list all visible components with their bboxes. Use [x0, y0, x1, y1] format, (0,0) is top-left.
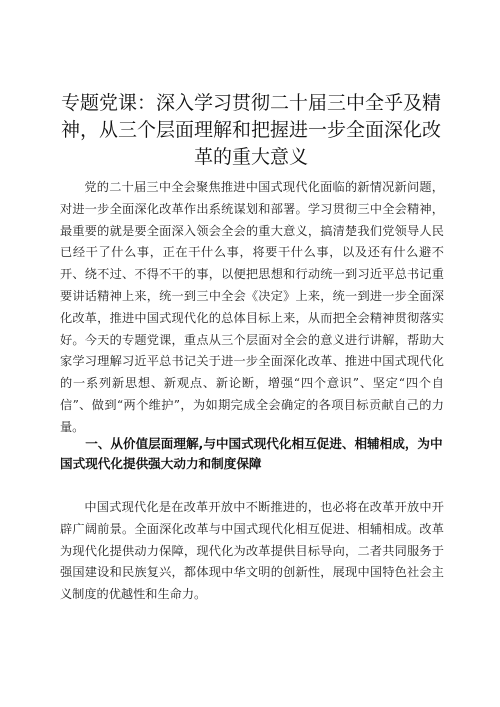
section-1-paragraph: 中国式现代化是在改革开放中不断推进的，也必将在改革开放中开辟广阔前景。全面深化改革与中国式现代化相互促进、相辅相成。改革为现代化提供动力保障，现代化为改革提供目标导向，二者共同服务于强国建设和民族复兴，都体现中华文明的创新性，展现中国特色社会主义制度的优越性和生命力。: [60, 500, 444, 602]
intro-paragraph: 党的二十届三中全会聚焦推进中国式现代化面临的新情况新问题，对进一步全面深化改革作出系统谋划和部署。学习贯彻三中全会精神，最重要的就是要全面深入领会全会的重大意义，搞清楚我们党领导人民已经干了什么事，正在干什么事，将要干什么事，以及还有什么避不开、绕不过、不得不干的事，以便把思想和行动统一到习近平总书记重要讲话精神上来，统一到三中全会《决定》上来，统一到进一步全面深化改革，推进中国式现代化的总体目标上来，从而把全会精神贯彻落实好。今天的专题党课，重点从三个层面对全会的意义进行讲解，帮助大家学习理解习近平总书记关于进一步全面深化改革、推进中国式现代化的一系列新思想、新观点、新论断，增强“四个意识”、坚定“四个自信”、做到“两个维护”，为如期完成全会确定的各项目标贡献自己的力量。: [60, 180, 444, 434]
document-title: 专题党课：深入学习贯彻二十届三中全乎及精神，从三个层面理解和把握进一步全面深化改革的重大意义: [60, 92, 441, 168]
section-heading-1: 一、从价值层面理解,与中国式现代化相互促进、相辅相成，为中国式现代化提供强大动力和制度保障: [60, 436, 443, 471]
